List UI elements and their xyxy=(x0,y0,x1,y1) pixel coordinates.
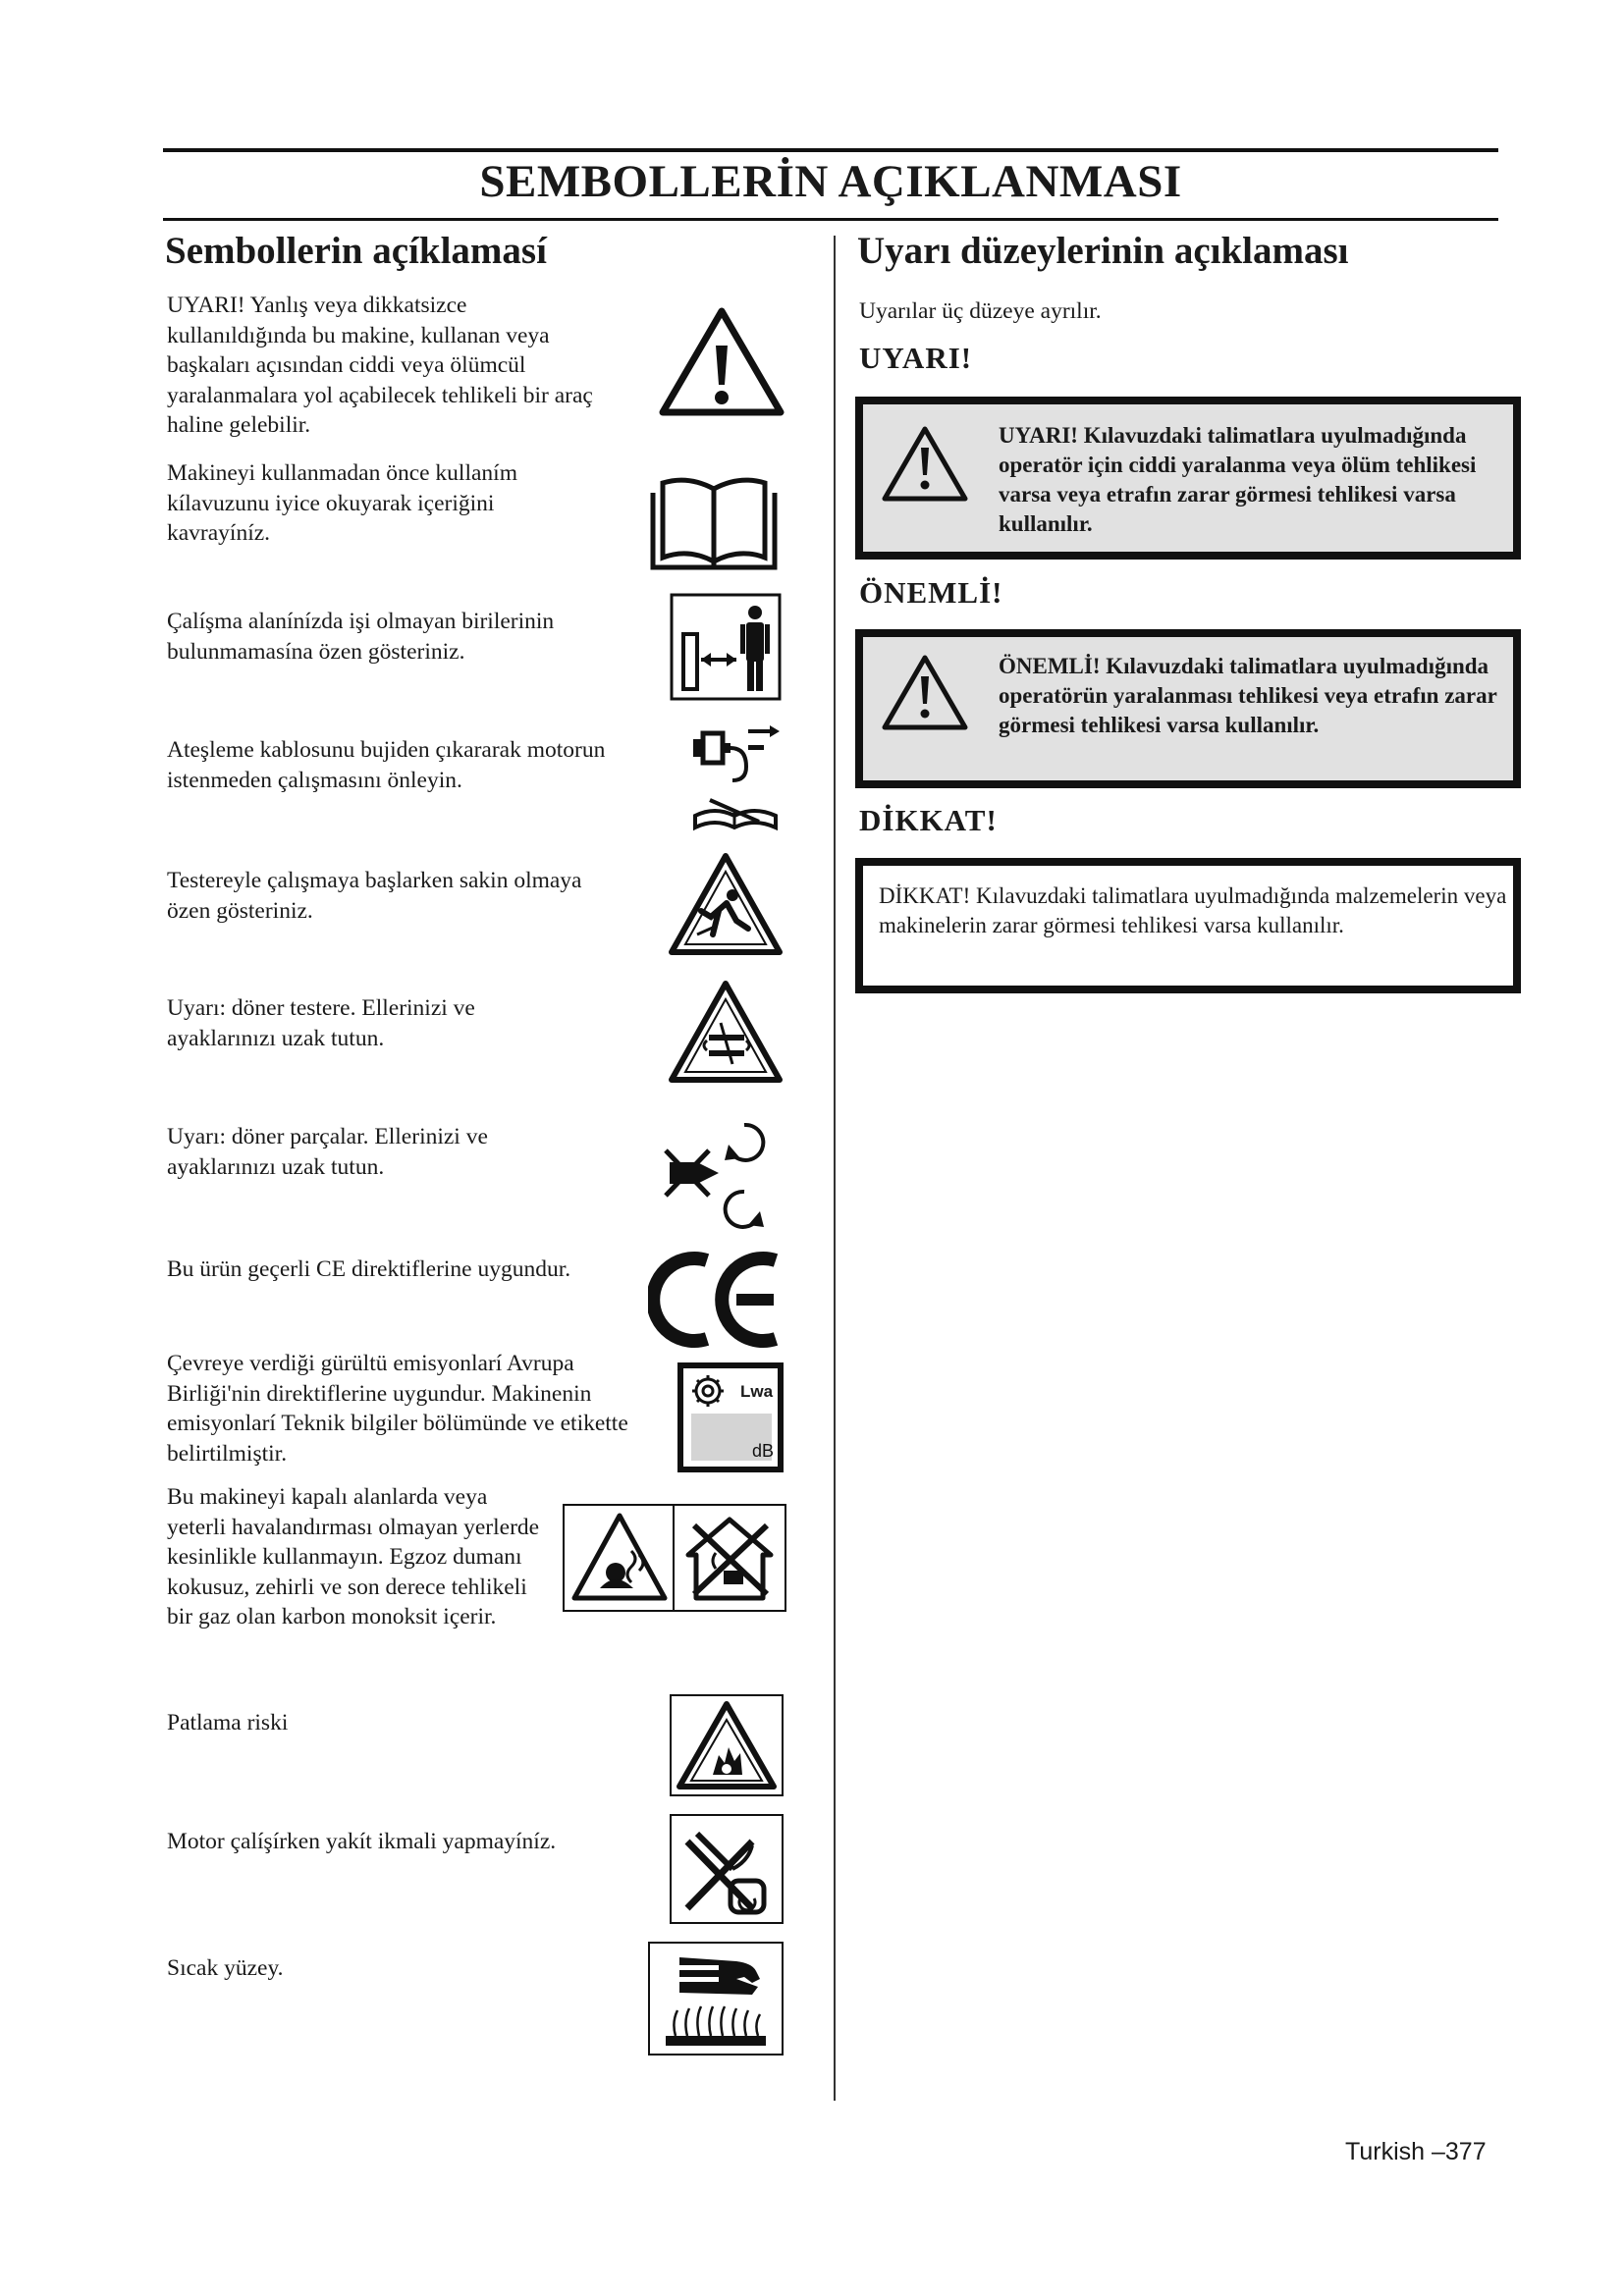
header-rule-bottom xyxy=(163,218,1498,221)
symbol-description: Ateşleme kablosunu bujiden çıkararak motorun istenmeden çalışmasını önleyin. xyxy=(167,737,606,793)
symbol-description: Motor çalíşírken yakít ikmali yapmayíníz. xyxy=(167,1829,557,1854)
explosion-risk-icon xyxy=(670,1694,784,1796)
symbol-description: Sıcak yüzey. xyxy=(167,1955,284,1981)
warning-triangle-icon xyxy=(881,653,969,731)
keep-distance-icon xyxy=(670,593,782,701)
lwa-label: Lwa xyxy=(740,1382,774,1401)
warning-box-text: UYARI! Kılavuzdaki talimatlara uyulmadığında operatör için ciddi yaralanma veya ölüm tehlikesi varsa veya etrafın zarar görmesi tehlikesi varsa kullanılır. xyxy=(999,423,1477,536)
level-title-caution: DİKKAT! xyxy=(859,803,998,837)
spark-plug-icon xyxy=(685,720,787,837)
left-section-heading: Sembollerin açíklamasí xyxy=(165,230,547,272)
rotating-blade-icon xyxy=(668,980,784,1086)
noise-label-icon xyxy=(677,1362,784,1472)
read-manual-icon xyxy=(645,475,783,573)
slip-hazard-icon xyxy=(668,852,784,958)
symbol-description: Çevreye verdiği gürültü emisyonlarí Avrupa Birliği'nin direktiflerine uygundur. Makinenin emisyonlarí Teknik bilgiler bölümünde ve etikette belirtilmiştir. xyxy=(167,1351,628,1467)
levels-intro: Uyarılar üç düzeye ayrılır. xyxy=(859,298,1102,324)
page-footer xyxy=(1345,2138,1487,2166)
level-title-important: ÖNEMLİ! xyxy=(859,575,1003,610)
header-rule-top xyxy=(163,148,1498,152)
no-refuel-icon xyxy=(670,1814,784,1924)
page-number: 377 xyxy=(1444,2138,1487,2165)
hot-surface-icon xyxy=(648,1942,784,2056)
fumes-warning-icon xyxy=(570,1512,669,1604)
footer-language: Turkish xyxy=(1345,2138,1426,2165)
symbol-description: Bu makineyi kapalı alanlarda veya yeterli havalandırması olmayan yerlerde kesinlikle kullanmayın. Egzoz dumanı kokusuz, zehirli ve son derece tehlikeli bir gaz olan karbon monoksit içerir. xyxy=(167,1484,540,1629)
important-box-text: ÖNEMLİ! Kılavuzdaki talimatlara uyulmadığında operatörün yaralanması tehlikesi veya etrafın zarar görmesi tehlikesi varsa kullanılır. xyxy=(999,654,1497,737)
symbol-description: Uyarı: döner testere. Ellerinizi ve ayaklarınızı uzak tutun. xyxy=(167,995,475,1051)
right-section-heading: Uyarı düzeylerinin açıklaması xyxy=(857,230,1349,272)
symbol-description: Patlama riski xyxy=(167,1710,289,1735)
carbon-monoxide-icon xyxy=(563,1504,786,1612)
footer-separator: – xyxy=(1431,2138,1445,2165)
symbol-description: Testereyle çalışmaya başlarken sakin olmaya özen gösteriniz. xyxy=(167,868,582,924)
page-title: SEMBOLLERİN AÇIKLANMASI xyxy=(479,156,1182,207)
rotating-parts-icon xyxy=(660,1115,782,1233)
warning-triangle-icon xyxy=(881,424,969,503)
warning-box xyxy=(855,397,1521,560)
symbol-description: Çalíşma alanínízda işi olmayan birilerinin bulunmamasína özen gösteriniz. xyxy=(167,609,555,665)
symbol-description: Makineyi kullanmadan önce kullaním kílavuzunu iyice okuyarak içeriğini kavrayíníz. xyxy=(167,460,517,546)
symbol-description: Bu ürün geçerli CE direktiflerine uygundur. xyxy=(167,1256,571,1282)
column-divider xyxy=(834,236,836,2101)
symbol-description: Uyarı: döner parçalar. Ellerinizi ve ayaklarınızı uzak tutun. xyxy=(167,1124,488,1180)
caution-box-text: DİKKAT! Kılavuzdaki talimatlara uyulmadığında malzemelerin veya makinelerin zarar görmesi tehlikesi varsa kullanılır. xyxy=(879,883,1507,937)
db-label: dB xyxy=(752,1441,775,1461)
important-box xyxy=(855,629,1521,788)
gear-icon xyxy=(691,1374,725,1408)
caution-box xyxy=(855,858,1521,993)
symbol-description: UYARI! Yanlış veya dikkatsizce kullanıldığında bu makine, kullanan veya başkaları açısından ciddi veya ölümcül yaralanmalara yol açabilecek tehlikeli bir araç haline gelebilir. xyxy=(167,293,593,438)
no-indoor-use-icon xyxy=(680,1512,779,1604)
level-title-warning: UYARI! xyxy=(859,341,973,375)
ce-mark-icon xyxy=(648,1251,785,1349)
warning-triangle-icon xyxy=(658,306,785,418)
